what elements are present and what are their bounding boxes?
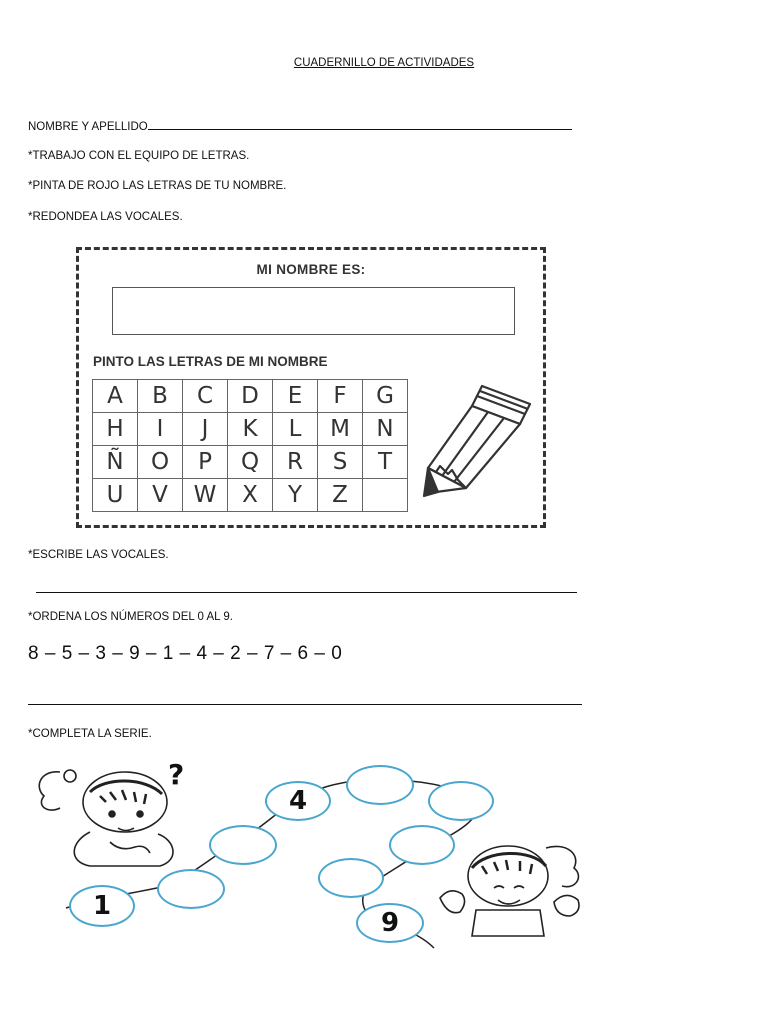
vowels-write-line (36, 592, 577, 593)
name-write-box (112, 287, 515, 335)
numbers-write-line (28, 704, 582, 705)
series-bubble-8[interactable] (318, 858, 384, 898)
series-bubble-9: 9 (356, 903, 424, 943)
letter-cell: N (363, 413, 408, 446)
letter-cell: F (318, 380, 363, 413)
letter-cell: Q (228, 446, 273, 479)
letter-cell: P (183, 446, 228, 479)
girl-thinking-icon (30, 762, 190, 872)
document-title: CUADERNILLO DE ACTIVIDADES (293, 57, 475, 69)
letter-cell: J (183, 413, 228, 446)
name-label: NOMBRE Y APELLIDO (28, 121, 148, 133)
letter-cell: Y (273, 479, 318, 512)
instruction-complete-series: *COMPLETA LA SERIE. (28, 728, 152, 740)
letter-cell: L (273, 413, 318, 446)
series-bubble-2[interactable] (157, 869, 225, 909)
series-bubble-1: 1 (69, 885, 135, 927)
question-mark: ? (168, 758, 185, 791)
letter-cell: E (273, 380, 318, 413)
number-series-illustration (26, 758, 588, 954)
letter-grid (92, 379, 408, 512)
letter-cell: X (228, 479, 273, 512)
letter-cell: W (183, 479, 228, 512)
series-bubble-7[interactable] (389, 825, 455, 865)
letter-cell: R (273, 446, 318, 479)
instruction-order-numbers: *ORDENA LOS NÚMEROS DEL 0 AL 9. (28, 611, 233, 623)
letter-cell: G (363, 380, 408, 413)
series-bubble-4: 4 (265, 781, 331, 821)
letter-cell: Ñ (93, 446, 138, 479)
letter-cell: O (138, 446, 183, 479)
letter-cell: I (138, 413, 183, 446)
letter-cell: H (93, 413, 138, 446)
name-write-line (148, 119, 572, 130)
instruction-circle-vowels: *REDONDEA LAS VOCALES. (28, 211, 183, 223)
letter-cell: A (93, 380, 138, 413)
letter-cell: B (138, 380, 183, 413)
letter-cell (363, 479, 408, 512)
series-bubble-6[interactable] (428, 781, 494, 821)
name-field-row (28, 119, 572, 133)
letter-cell: C (183, 380, 228, 413)
letter-cell: T (363, 446, 408, 479)
letter-grid-title: PINTO LAS LETRAS DE MI NOMBRE (93, 354, 328, 369)
girl-waving-icon (436, 840, 588, 940)
letter-cell: S (318, 446, 363, 479)
letter-cell: D (228, 380, 273, 413)
letter-cell: Z (318, 479, 363, 512)
name-card-title: MI NOMBRE ES: (256, 262, 366, 277)
series-bubble-3[interactable] (209, 825, 277, 865)
number-sequence: 8 – 5 – 3 – 9 – 1 – 4 – 2 – 7 – 6 – 0 (28, 643, 343, 664)
letter-cell: U (93, 479, 138, 512)
letter-cell: K (228, 413, 273, 446)
instruction-write-vowels: *ESCRIBE LAS VOCALES. (28, 549, 169, 561)
pencil-icon (420, 380, 540, 508)
letter-cell: V (138, 479, 183, 512)
letter-cell: M (318, 413, 363, 446)
instruction-letters-team: *TRABAJO CON EL EQUIPO DE LETRAS. (28, 150, 250, 162)
instruction-paint-red: *PINTA DE ROJO LAS LETRAS DE TU NOMBRE. (28, 180, 287, 192)
series-bubble-5[interactable] (346, 765, 414, 805)
